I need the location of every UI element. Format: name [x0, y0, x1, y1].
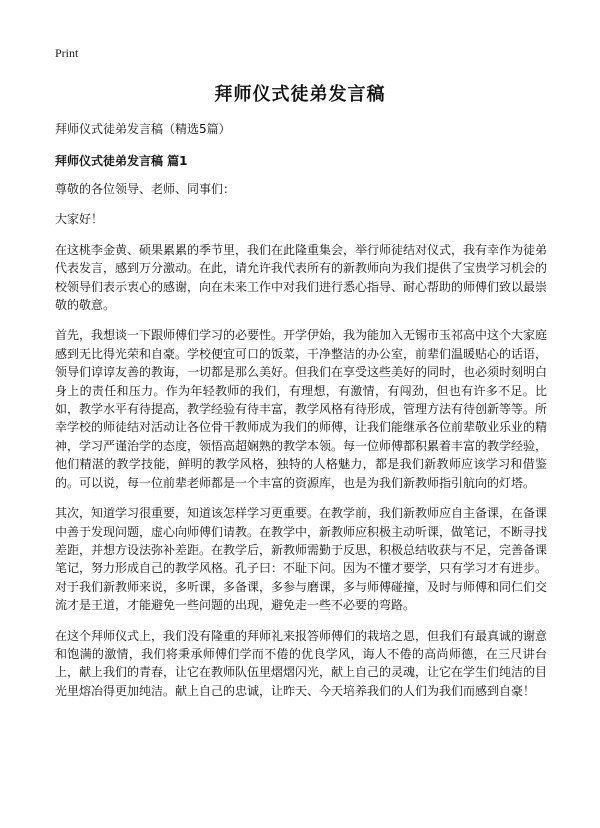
document-body: [55, 180, 547, 712]
body-paragraph: 在这桃李金黄、硕果累累的季节里，我们在此隆重集会，举行师徒结对仪式，我有幸作为徒弟代表发言，感到万分激动。在此，请允许我代表所有的新教师向为我们提供了宝贵学习机会的校领导们表示衷心的感谢，向在未来工作中对我们进行悉心指导、耐心帮助的师傅们致以最崇敬的敬意。: [55, 242, 548, 313]
body-paragraph: 在这个拜师仪式上，我们没有隆重的拜师礼来报答师傅们的栽培之恩，但我们有最真诚的谢意和饱满的激情，我们将秉承师傅们学而不倦的优良学风，诲人不倦的高尚师德，在三尺讲台上，献上我们的青春，让它在教师队伍里熠熠闪光，献上自己的灵魂，让它在学生们纯洁的目光里熔冶得更加纯洁。献上自己的忠诚，让昨天、今天培养我们的人们为我们而感到自豪！: [55, 628, 548, 698]
body-paragraph: 其次，知道学习很重要，知道该怎样学习更重要。在教学前，我们新教师应自主备课，在备课中善于发现问题，虚心向师傅们请教。在教学中，新教师应积极主动听课，做笔记，不断寻找差距，并想方设法弥补差距。在教学后，新教师需勤于反思，积极总结收获与不足，完善备课笔记，努力形成自己的教学风格。孔子曰：不耻下问。因为不懂才要学，只有学习才有进步。对于我们新教师来说，多听课，多备课，多参与磨课，多与师傅碰撞，及时与师傅和同仁们交流才是王道，才能避免一些问题的出现，避免走一些不必要的弯路。: [55, 506, 548, 613]
greeting: 大家好！: [55, 212, 104, 227]
body-paragraph: 首先，我想谈一下跟师傅们学习的必要性。开学伊始，我为能加入无锡市玉祁高中这个大家庭感到无比得光荣和自豪。学校便宜可口的饭菜，干净整洁的办公室，前辈们温暖贴心的话语，领导们谆谆友善的教诲，一切都是那么美好。但我们在享受这些美好的同时，也必须时刻明白身上的责任和压力。作为年轻教师的我们，有理想，有激情，有闯劲，但也有许多不足。比如，教学水平有待提高，教学经验有待丰富，教学风格有待形成，管理方法有待创新等等。所幸学校的师徒结对活动让各位骨干教师成为我们的师傅，让我们能继承各位前辈敬业乐业的精神，学习严谨治学的态度，领悟高超娴熟的教学本领。每一位师傅都积累着丰富的教学经验，他们精湛的教学技能，鲜明的教学风格，独特的人格魅力，都是我们新教师应该学习和借鉴的。可以说，每一位前辈老师都是一个丰富的资源库，也是为我们新教师指引航向的灯塔。: [55, 328, 548, 490]
salutation: 尊敬的各位领导、老师、同事们：: [55, 182, 236, 196]
print-link[interactable]: Print: [55, 46, 79, 60]
document-title: 拜师仪式徒弟发言稿: [214, 84, 386, 105]
document-subtitle: 拜师仪式徒弟发言稿（精选5篇）: [55, 122, 231, 136]
section-heading: 拜师仪式徒弟发言稿 篇1: [55, 154, 188, 168]
